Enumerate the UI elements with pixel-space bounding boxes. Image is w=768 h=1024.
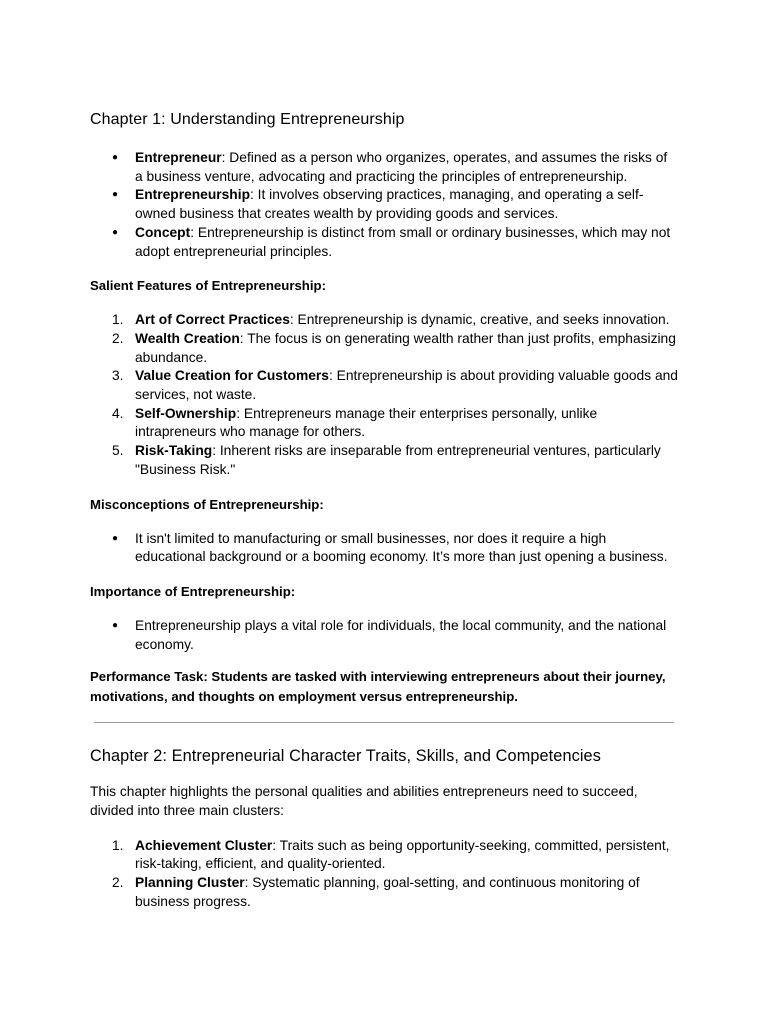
chapter1-definitions-list: [90, 149, 678, 261]
performance-task: Performance Task: Students are tasked with interviewing entrepreneurs about their journey, motivations, and thoughts on employment versus entrepreneurship.: [90, 669, 666, 705]
list-item: [135, 186, 678, 223]
list-item: ● Entrepreneurship plays a vital role for individuals, the local community, and the national economy.: [135, 617, 678, 654]
list-item: [112, 837, 678, 874]
list-number: 3.: [112, 368, 124, 384]
list-number: 4.: [112, 405, 124, 421]
list-number: 5.: [112, 443, 124, 459]
feature-term: Risk-Taking: [135, 443, 213, 459]
cluster-text: : Systematic planning, goal-setting, and continuous monitoring of business progress.: [135, 875, 640, 909]
chapter2-title: Chapter 2: Entrepreneurial Character Traits, Skills, and Competencies: [90, 747, 601, 766]
chapter1-title: Chapter 1: Understanding Entrepreneurship: [90, 111, 405, 128]
feature-text: : Entrepreneurs manage their enterprises personally, unlike intrapreneurs who manage for others.: [135, 405, 598, 440]
cluster-text: : Traits such as being opportunity-seeking, committed, persistent, risk-taking, efficient, and quality-oriented.: [135, 837, 670, 872]
feature-term: Art of Correct Practices: [135, 312, 290, 328]
feature-text: : The focus is on generating wealth rather than just profits, emphasizing abundance.: [135, 330, 676, 365]
chapter2-intro: This chapter highlights the personal qualities and abilities entrepreneurs need to succeed, divided into three main clusters:: [90, 784, 638, 819]
section-divider: [94, 722, 674, 723]
list-number: 1.: [112, 837, 124, 853]
feature-term: Wealth Creation: [135, 330, 240, 346]
list-item: [112, 311, 678, 330]
cluster-term: Achievement Cluster: [135, 837, 273, 853]
list-item: [112, 367, 678, 404]
feature-term: Self-Ownership: [135, 405, 237, 421]
list-item: [112, 442, 678, 479]
importance-list: [90, 617, 678, 654]
clusters-list: [90, 837, 678, 912]
feature-text: : Inherent risks are inseparable from entrepreneurial ventures, particularly "Business Risk.": [135, 443, 661, 477]
list-item: [112, 405, 678, 442]
feature-term: Value Creation for Customers: [135, 368, 329, 384]
list-number: 2.: [112, 330, 124, 346]
list-item: [135, 224, 678, 261]
definition-term: Concept: [135, 224, 191, 240]
misconceptions-heading: Misconceptions of Entrepreneurship:: [90, 496, 324, 512]
list-item: [112, 330, 678, 367]
salient-features-heading: Salient Features of Entrepreneurship:: [90, 278, 326, 294]
list-item: [135, 149, 678, 186]
feature-text: : Entrepreneurship is dynamic, creative, and seeks innovation.: [289, 312, 670, 328]
definition-text: : Defined as a person who organizes, operates, and assumes the risks of a business venture, advocating and practicing the principles of entrepreneurship.: [135, 150, 668, 184]
definition-text: : It involves observing practices, managing, and operating a self-owned business that creates wealth by providing goods and services.: [135, 187, 644, 222]
misconceptions-list: [90, 530, 678, 567]
definition-term: Entrepreneur: [135, 150, 222, 165]
list-number: 2.: [112, 875, 124, 891]
definition-term: Entrepreneurship: [135, 187, 250, 203]
salient-features-list: [90, 311, 678, 479]
feature-text: : Entrepreneurship is about providing valuable goods and services, not waste.: [135, 368, 678, 403]
list-item: ● It isn't limited to manufacturing or small businesses, nor does it require a high educational background or a booming economy. It’s more than just opening a business.: [135, 530, 678, 567]
definition-text: : Entrepreneurship is distinct from small or ordinary businesses, which may not adopt entrepreneurial principles.: [135, 224, 671, 259]
importance-heading: Importance of Entrepreneurship:: [90, 583, 296, 599]
list-number: 1.: [112, 312, 124, 328]
cluster-term: Planning Cluster: [135, 875, 245, 891]
list-item: [112, 874, 678, 911]
